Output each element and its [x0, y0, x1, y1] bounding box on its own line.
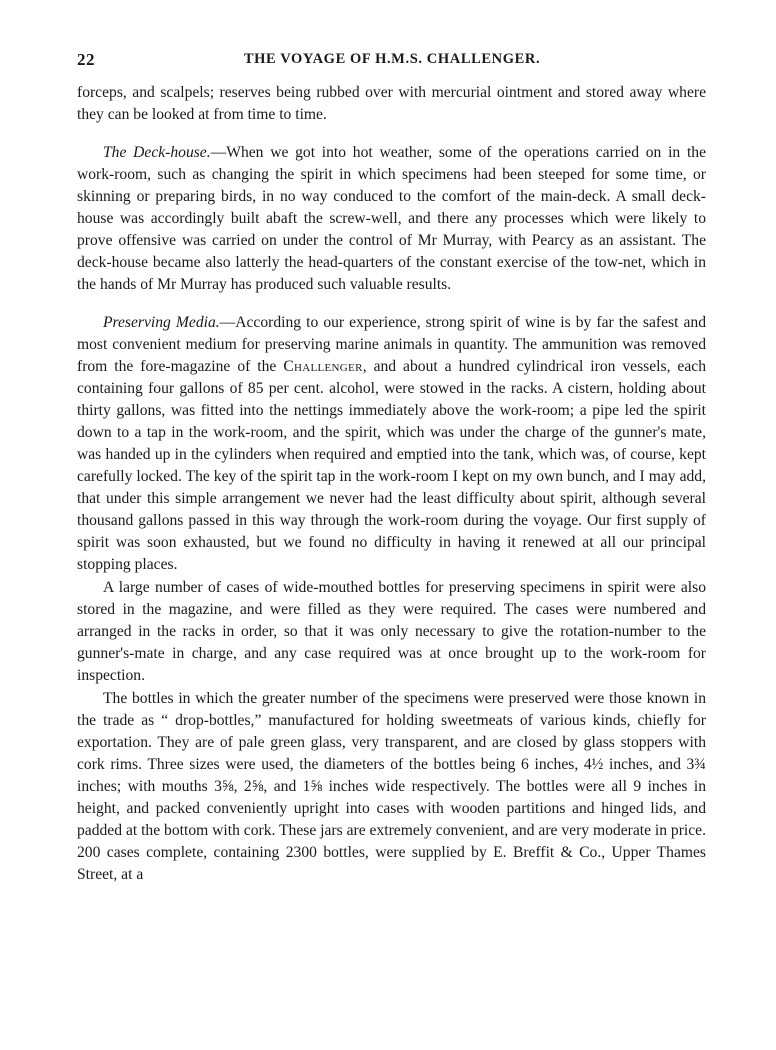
- section-heading-deck-house: The Deck-house.: [103, 144, 211, 161]
- section-heading-preserving-media: Preserving Media.: [103, 314, 220, 331]
- paragraph-preserving-media-text-b: , and about a hundred cylindrical iron vessels, each containing four gallons of 85 per cent. alcohol, were stowed in the racks. A cistern, holding about thirty gallons, was fitted into the nettings immediately above the work-room; a pipe led the spirit down to a tap in the work-room, and the spirit, which was under the charge of the gunner's mate, was handed up in the cylinders when required and emptied into the tank, which was, of course, kept carefully locked. The key of the spirit tap in the work-room I kept on my own bunch, and I may add, that under this simple arrangement we never had the least difficulty about spirit, although several thousand gallons passed in this way through the work-room during the voyage. Our first supply of spirit was soon exhausted, but we found no difficulty in having it renewed at all our principal stopping places.: [77, 358, 706, 573]
- ship-name: Challenger: [283, 358, 363, 375]
- body-text: [77, 82, 706, 886]
- paragraph-deck-house-text: —When we got into hot weather, some of the operations carried on in the work-room, such as changing the spirit in which specimens had been steeped for some time, or skinning or preparing birds, in no way conduced to the comfort of the main-deck. A small deck-house was accordingly built abaft the screw-well, and there any processes which were likely to prove offensive was carried on under the control of Mr Murray, with Pearcy as an assistant. The deck-house became also latterly the head-quarters of the constant exercise of the tow-net, which in the hands of Mr Murray has produced such valuable results.: [77, 144, 706, 293]
- running-head: THE VOYAGE OF H.M.S. CHALLENGER.: [243, 51, 541, 67]
- paragraph-deck-house: [77, 142, 706, 296]
- paragraph-drop-bottles: The bottles in which the greater number of the specimens were preserved were those known in the trade as “ drop-bottles,” manufactured for holding sweetmeats of various kinds, chiefly for exportation. They are of pale green glass, very transparent, and are closed by glass stoppers with cork rims. Three sizes were used, the diameters of the bottles being 6 inches, 4½ inches, and 3¾ inches; with mouths 3⅝, 2⅝, and 1⅝ inches wide respectively. The bottles were all 9 inches in height, and packed conveniently upright into cases with wooden partitions and hinged lids, and padded at the bottom with cork. These jars are extremely convenient, and are very moderate in price. 200 cases complete, containing 2300 bottles, were supplied by E. Breffit & Co., Upper Thames Street, at a: [77, 690, 706, 883]
- paragraph-cases-of-bottles: A large number of cases of wide-mouthed bottles for preserving specimens in spirit were also stored in the magazine, and were filled as they were required. The cases were numbered and arranged in the racks in order, so that it was only necessary to give the rotation-number to the gunner's-mate in charge, and any case required was at once brought up to the work-room for inspection.: [77, 579, 706, 684]
- paragraph-continuation: forceps, and scalpels; reserves being rubbed over with mercurial ointment and stored away where they can be looked at from time to time.: [77, 84, 706, 123]
- paragraph-preserving-media-text-a: —According to our experience, strong spirit of wine is by far the safest and most convenient medium for preserving marine animals in quantity. The ammunition was removed from the fore-magazine of the: [77, 314, 707, 375]
- page-header: [77, 50, 707, 70]
- page-number: 22: [77, 50, 95, 69]
- paragraph-preserving-media: [77, 312, 706, 576]
